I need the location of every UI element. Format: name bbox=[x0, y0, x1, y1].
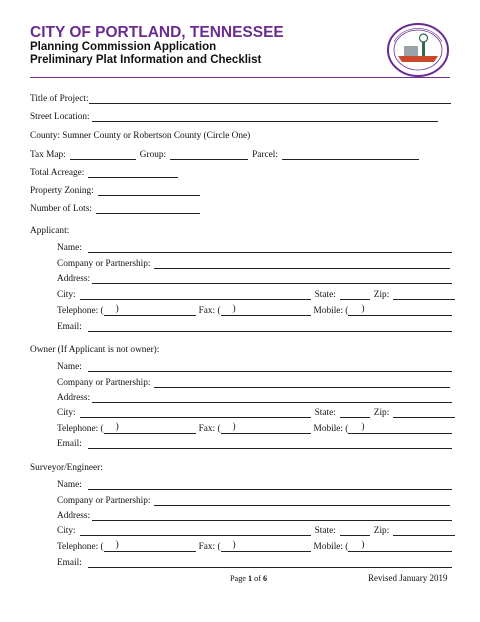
applicant-fax-field[interactable]: ) bbox=[221, 304, 311, 316]
applicant-name-row: Name: bbox=[57, 241, 452, 253]
form-subtitle: Preliminary Plat Information and Checklist bbox=[30, 54, 262, 66]
owner-company-row: Company or Partnership: bbox=[57, 376, 450, 388]
surveyor-name-row: Name: bbox=[57, 478, 452, 490]
owner-zip-field[interactable] bbox=[393, 407, 455, 418]
header-rule bbox=[30, 77, 450, 78]
number-of-lots-row: Number of Lots: bbox=[30, 202, 200, 214]
owner-company-field[interactable] bbox=[154, 377, 450, 388]
owner-state-field[interactable] bbox=[340, 407, 370, 418]
applicant-name-field[interactable] bbox=[88, 242, 452, 253]
form-title: Planning Commission Application bbox=[30, 41, 217, 53]
surveyor-heading: Surveyor/Engineer: bbox=[30, 463, 103, 473]
parcel-field[interactable] bbox=[282, 149, 419, 160]
property-zoning-field[interactable] bbox=[98, 185, 200, 196]
owner-name-field[interactable] bbox=[88, 361, 452, 372]
applicant-heading: Applicant: bbox=[30, 226, 70, 236]
number-of-lots-field[interactable] bbox=[96, 203, 200, 214]
owner-address-row: Address: bbox=[57, 391, 452, 403]
revision-date: Revised January 2019 bbox=[368, 573, 448, 583]
surveyor-mobile-field[interactable]: ) bbox=[348, 540, 452, 552]
surveyor-state-field[interactable] bbox=[340, 525, 370, 536]
surveyor-zip-field[interactable] bbox=[393, 525, 455, 536]
property-zoning-row: Property Zoning: bbox=[30, 184, 200, 196]
page-header bbox=[30, 24, 284, 67]
owner-email-field[interactable] bbox=[88, 438, 452, 449]
city-seal-logo bbox=[386, 22, 450, 78]
applicant-state-field[interactable] bbox=[340, 289, 370, 300]
owner-email-row: Email: bbox=[57, 437, 452, 449]
applicant-company-field[interactable] bbox=[154, 258, 450, 269]
applicant-telephone-field[interactable]: ) bbox=[104, 304, 196, 316]
applicant-mobile-field[interactable]: ) bbox=[348, 304, 452, 316]
surveyor-company-field[interactable] bbox=[154, 495, 450, 506]
applicant-company-row: Company or Partnership: bbox=[57, 257, 450, 269]
owner-fax-field[interactable]: ) bbox=[221, 422, 311, 434]
applicant-address-row: Address: bbox=[57, 272, 452, 284]
surveyor-phone-row: Telephone: ( ) Fax: ( ) Mobile: ( ) bbox=[57, 540, 452, 552]
applicant-address-field[interactable] bbox=[92, 273, 452, 284]
surveyor-email-field[interactable] bbox=[88, 557, 452, 568]
page-number: Page 1 of 6 bbox=[230, 574, 268, 583]
surveyor-email-row: Email: bbox=[57, 556, 452, 568]
applicant-email-row: Email: bbox=[57, 320, 452, 332]
applicant-city-row: City: State: Zip: bbox=[57, 288, 455, 300]
owner-telephone-field[interactable]: ) bbox=[104, 422, 196, 434]
street-location-row: Street Location: bbox=[30, 110, 438, 122]
group-field[interactable] bbox=[170, 149, 248, 160]
surveyor-name-field[interactable] bbox=[88, 479, 452, 490]
owner-address-field[interactable] bbox=[92, 392, 452, 403]
surveyor-address-field[interactable] bbox=[92, 510, 452, 521]
surveyor-company-row: Company or Partnership: bbox=[57, 494, 450, 506]
total-acreage-row: Total Acreage: bbox=[30, 166, 178, 178]
applicant-city-field[interactable] bbox=[80, 289, 311, 300]
applicant-email-field[interactable] bbox=[88, 321, 452, 332]
surveyor-fax-field[interactable]: ) bbox=[221, 540, 311, 552]
county-label: County: Sumner County or Robertson County (Circle One) bbox=[30, 131, 251, 141]
owner-phone-row: Telephone: ( ) Fax: ( ) Mobile: ( ) bbox=[57, 422, 452, 434]
county-row bbox=[30, 129, 250, 141]
tax-map-row: Tax Map: Group: Parcel: bbox=[30, 148, 419, 160]
surveyor-city-field[interactable] bbox=[80, 525, 311, 536]
applicant-phone-row: Telephone: ( ) Fax: ( ) Mobile: ( ) bbox=[57, 304, 452, 316]
total-acreage-field[interactable] bbox=[88, 167, 178, 178]
surveyor-city-row: City: State: Zip: bbox=[57, 524, 455, 536]
surveyor-telephone-field[interactable]: ) bbox=[104, 540, 196, 552]
applicant-zip-field[interactable] bbox=[393, 289, 455, 300]
title-of-project-row: Title of Project: bbox=[30, 92, 451, 104]
owner-name-row: Name: bbox=[57, 360, 452, 372]
city-title: CITY OF PORTLAND, TENNESSEE bbox=[30, 24, 284, 41]
tax-map-field[interactable] bbox=[70, 149, 136, 160]
owner-city-field[interactable] bbox=[80, 407, 311, 418]
surveyor-address-row: Address: bbox=[57, 509, 452, 521]
owner-mobile-field[interactable]: ) bbox=[348, 422, 452, 434]
street-location-field[interactable] bbox=[92, 111, 438, 122]
title-of-project-field[interactable] bbox=[89, 93, 451, 104]
owner-heading: Owner (If Applicant is not owner): bbox=[30, 345, 160, 355]
owner-city-row: City: State: Zip: bbox=[57, 406, 455, 418]
